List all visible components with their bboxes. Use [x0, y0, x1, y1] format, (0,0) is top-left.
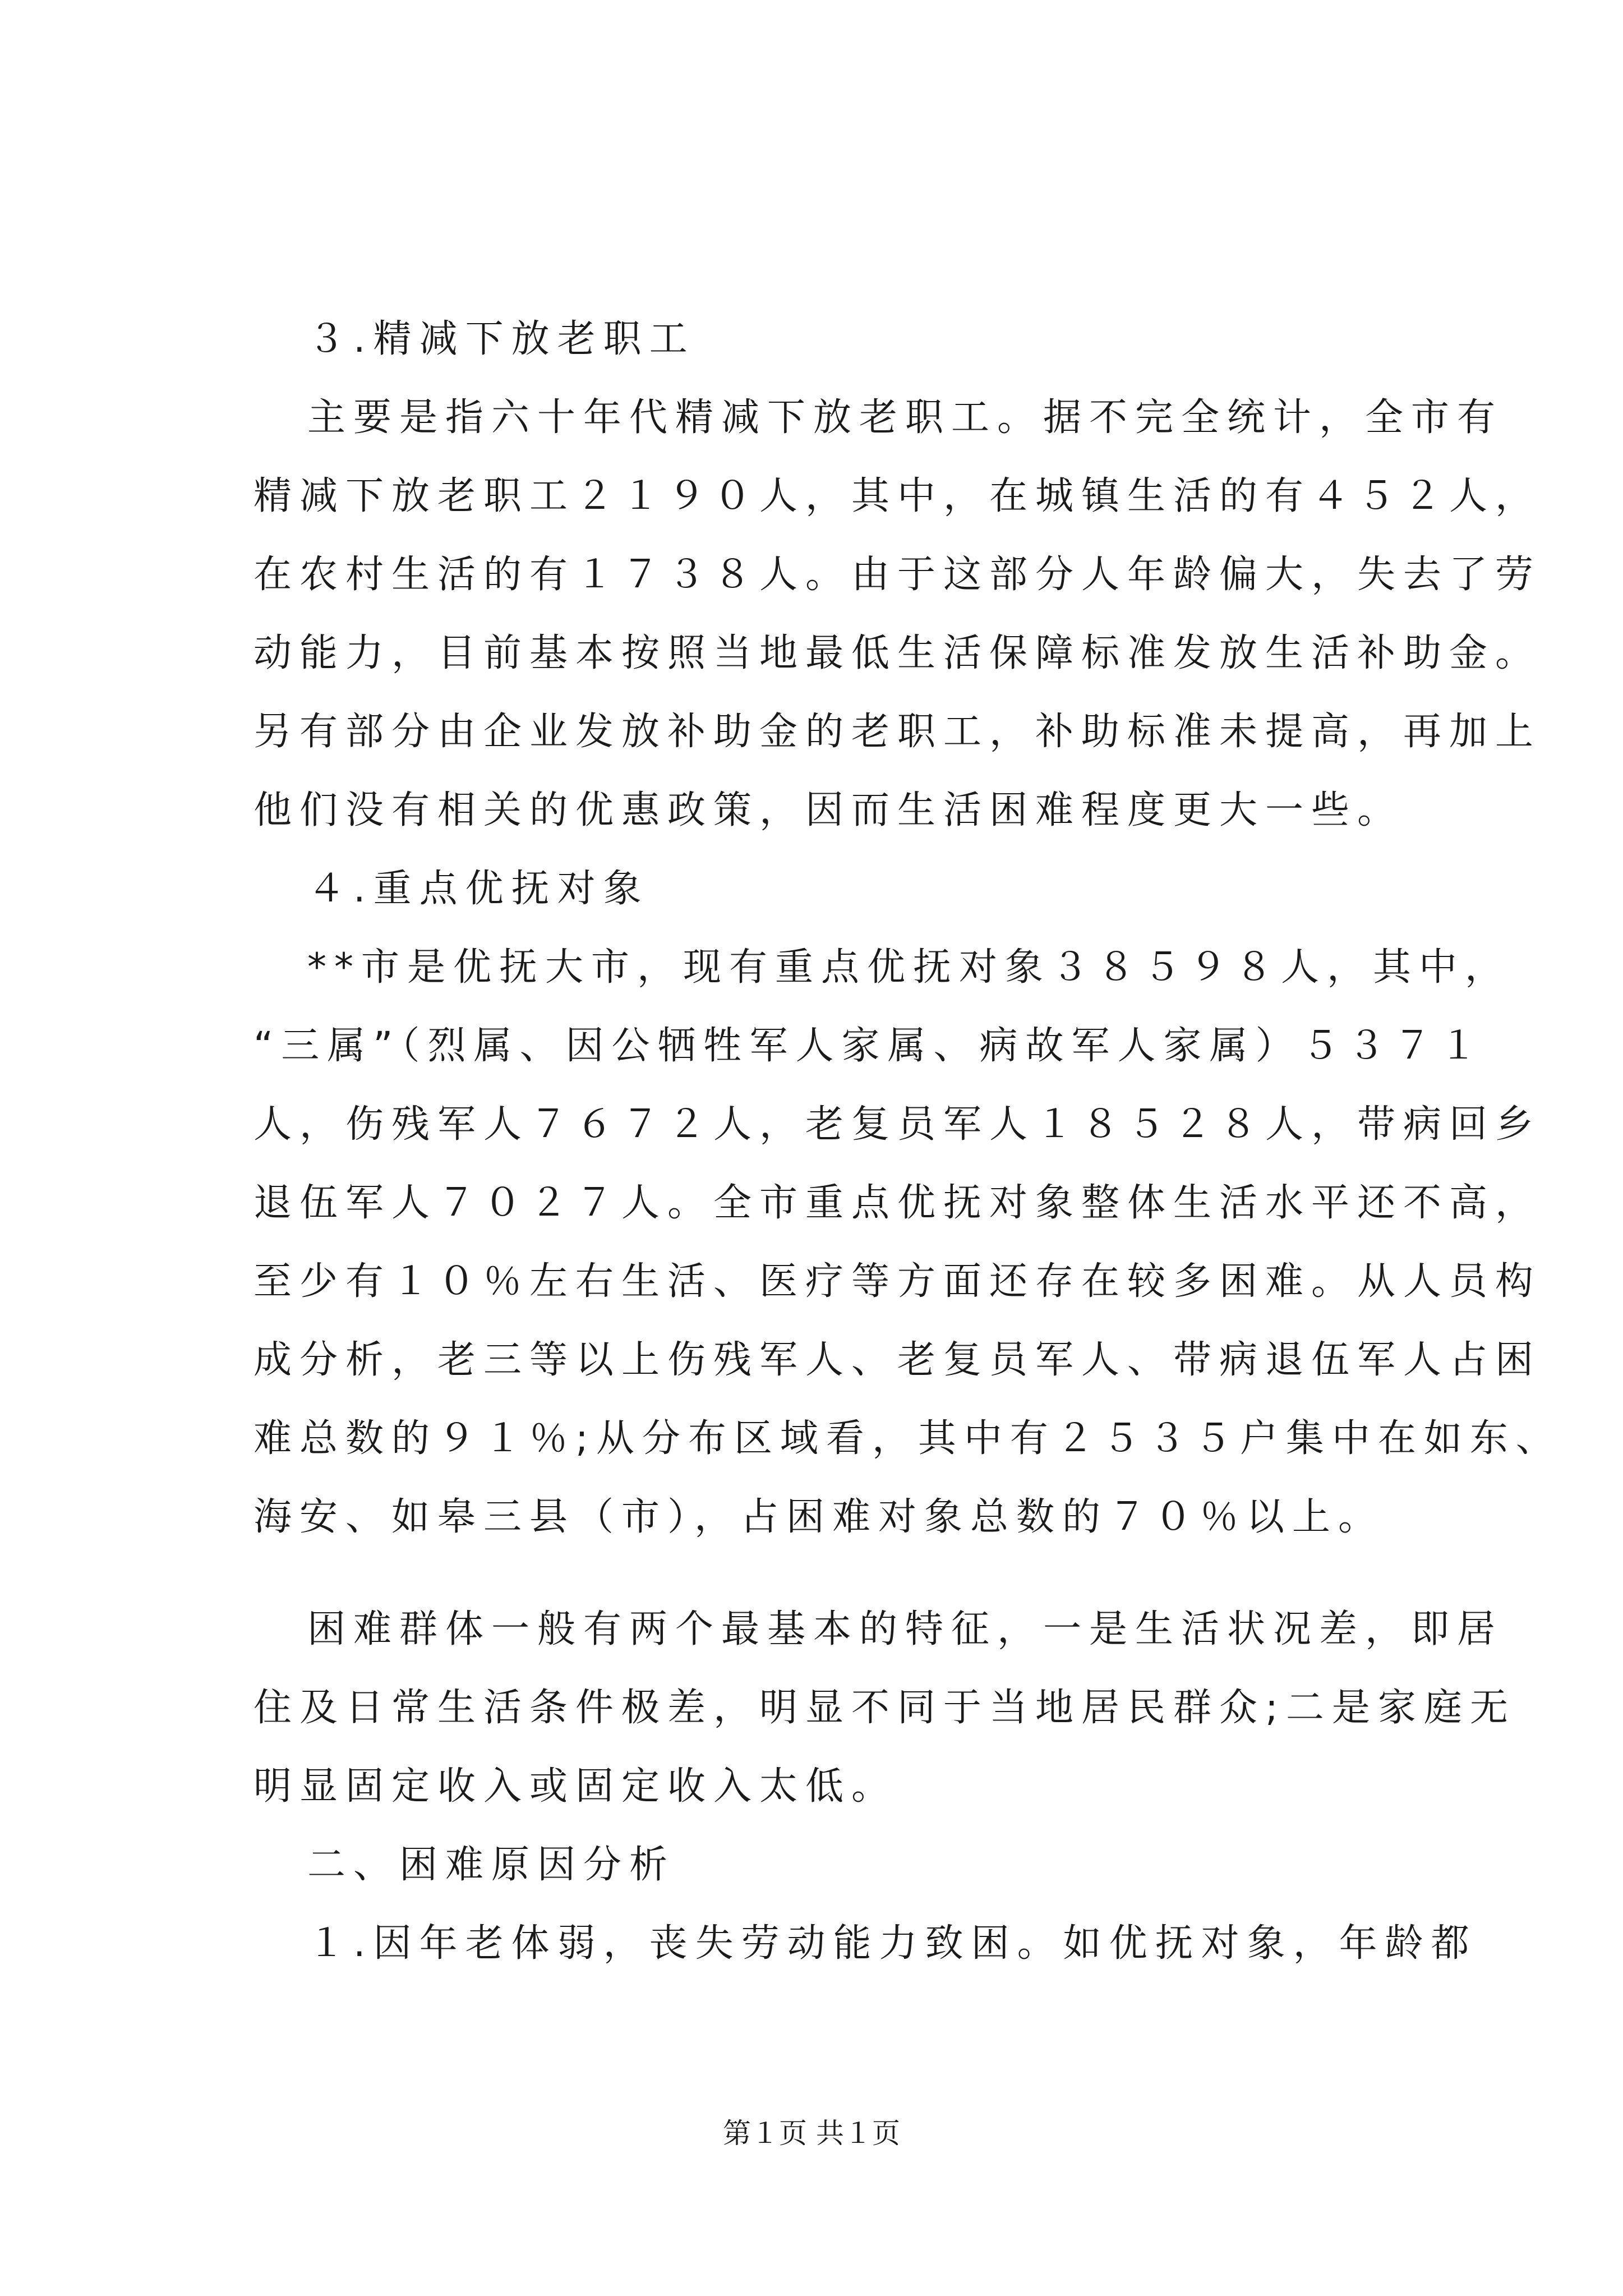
- paragraph-line: 他们没有相关的优惠政策，因而生活困难程度更大一些。: [253, 788, 1404, 832]
- paragraph-line: 另有部分由企业发放补助金的老职工，补助标准未提高，再加上: [253, 710, 1542, 754]
- paragraph-line: 困难群体一般有两个最基本的特征，一是生活状况差，即居: [307, 1607, 1504, 1651]
- page-footer: 第１页 共１页: [723, 2117, 900, 2150]
- section-heading-2: 二、困难原因分析: [307, 1843, 676, 1887]
- paragraph-line: 精减下放老职工２１９０人，其中，在城镇生活的有４５２人，: [253, 474, 1542, 518]
- paragraph-line: 住及日常生活条件极差，明显不同于当地居民群众;二是家庭无: [253, 1686, 1516, 1730]
- paragraph-line: 主要是指六十年代精减下放老职工。据不完全统计，全市有: [307, 395, 1504, 440]
- paragraph-line: **市是优抚大市，现有重点优抚对象３８５９８人，其中，: [307, 945, 1511, 990]
- section-heading-4: ４.重点优抚对象: [307, 867, 649, 911]
- paragraph-line: 海安、如皋三县（市），占困难对象总数的７０％以上。: [253, 1495, 1385, 1539]
- paragraph-line: 人，伤残军人７６７２人，老复员军人１８５２８人，带病回乡: [253, 1102, 1542, 1147]
- paragraph-line: 动能力，目前基本按照当地最低生活保障标准发放生活补助金。: [253, 631, 1542, 675]
- paragraph-line: 难总数的９１％;从分布区域看，其中有２５３５户集中在如东、: [253, 1416, 1562, 1461]
- paragraph-line: 在农村生活的有１７３８人。由于这部分人年龄偏大，失去了劳: [253, 553, 1542, 597]
- section-heading-3: ３.精减下放老职工: [307, 317, 695, 361]
- paragraph-line: 成分析，老三等以上伤残军人、老复员军人、带病退伍军人占困: [253, 1338, 1542, 1382]
- paragraph-line: “三属”（烈属、因公牺牲军人家属、病故军人家属）５３７１: [253, 1024, 1486, 1068]
- paragraph-line: １.因年老体弱，丧失劳动能力致困。如优抚对象，年龄都: [307, 1921, 1477, 1966]
- paragraph-line: 明显固定收入或固定收入太低。: [253, 1764, 898, 1809]
- paragraph-line: 至少有１０％左右生活、医疗等方面还存在较多困难。从人员构: [253, 1259, 1542, 1304]
- paragraph-line: 退伍军人７０２７人。全市重点优抚对象整体生活水平还不高，: [253, 1181, 1542, 1225]
